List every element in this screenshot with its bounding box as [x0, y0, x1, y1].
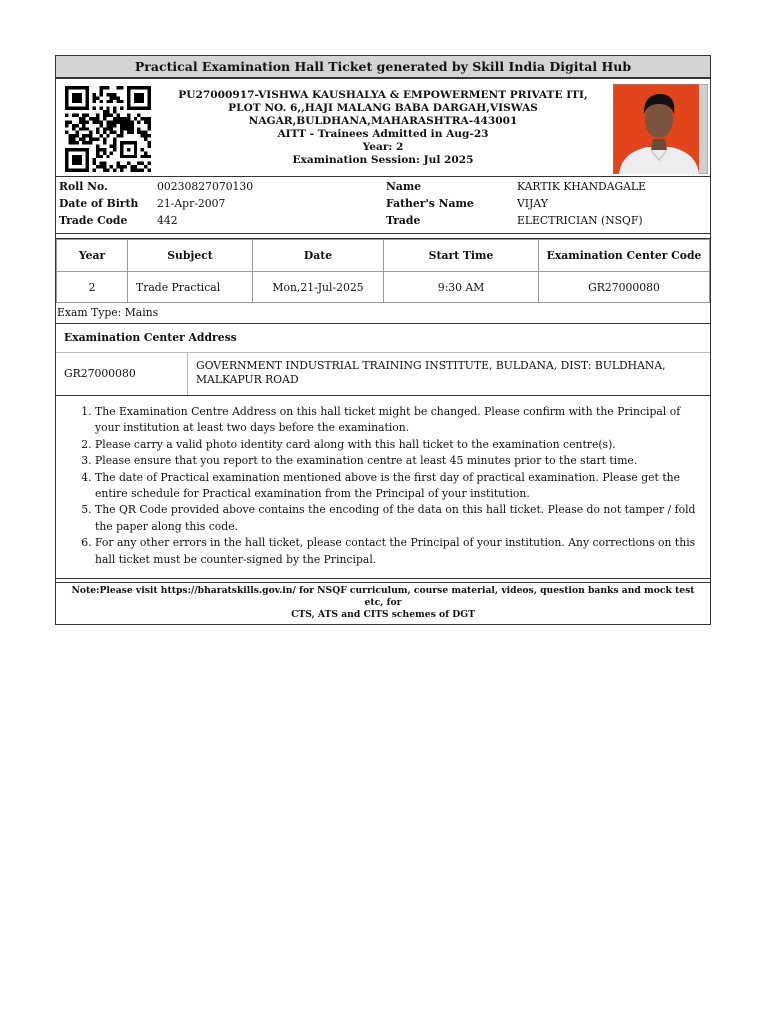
- institute-line: NAGAR,BULDHANA,MAHARASHTRA-443001: [248, 115, 518, 127]
- admission-batch: AITT - Trainees Admitted in Aug-23: [277, 128, 489, 140]
- address-line: MALKAPUR ROAD: [196, 372, 299, 386]
- exam-schedule-table: [56, 239, 710, 303]
- institute-line: PU27000917-VISHWA KAUSHALYA & EMPOWERMENT PRIVATE ITI,: [178, 89, 588, 101]
- dob-value: 21-Apr-2007: [157, 197, 226, 210]
- column-header-year: Year: [57, 240, 128, 272]
- institute-line: PLOT NO. 6,,HAJI MALANG BABA DARGAH,VISWAS: [228, 102, 538, 114]
- address-line: GOVERNMENT INDUSTRIAL TRAINING INSTITUTE, BULDANA, DIST: BULDHANA,: [196, 359, 666, 372]
- column-header-start-time: Start Time: [384, 240, 539, 272]
- roll-label: Roll No.: [59, 180, 108, 193]
- column-header-date: Date: [253, 240, 384, 272]
- instruction-item: 4. The date of Practical examination mentioned above is the first day of practical examination. Please get the entire schedule for Practical examination from the Principal of your institution.: [95, 470, 700, 503]
- instruction-item: 3. Please ensure that you report to the examination centre at least 45 minutes prior to the start time.: [95, 453, 700, 469]
- center-address: [196, 359, 680, 386]
- instructions: [56, 396, 710, 579]
- column-header-center-code: Examination Center Code: [539, 240, 710, 272]
- divider: [187, 353, 188, 395]
- exam-year: Year: 2: [362, 141, 404, 153]
- cell-date: Mon,21-Jul-2025: [253, 272, 384, 303]
- cell-year: 2: [57, 272, 128, 303]
- instruction-list: [56, 404, 700, 568]
- note: [56, 582, 710, 624]
- column-header-subject: Subject: [128, 240, 253, 272]
- institute-block: [166, 89, 600, 167]
- father-name-label: Father's Name: [386, 197, 474, 210]
- father-name-value: VIJAY: [517, 197, 548, 210]
- candidate-photo: [613, 84, 708, 174]
- name-label: Name: [386, 180, 422, 193]
- table-header-row: [57, 240, 710, 272]
- trade-value: ELECTRICIAN (NSQF): [517, 214, 643, 227]
- note-line: CTS, ATS and CITS schemes of DGT: [291, 609, 475, 621]
- cell-subject: Trade Practical: [128, 272, 253, 303]
- trade-code-label: Trade Code: [59, 214, 128, 227]
- ticket-title: Practical Examination Hall Ticket generated by Skill India Digital Hub: [56, 56, 710, 79]
- dob-label: Date of Birth: [59, 197, 139, 210]
- roll-value: 00230827070130: [157, 180, 254, 193]
- instruction-item: 5. The QR Code provided above contains the encoding of the data on this hall ticket. Please do not tamper / fold the paper along this code.: [95, 502, 700, 535]
- candidate-details: [56, 177, 710, 234]
- instruction-item: 1. The Examination Centre Address on this hall ticket might be changed. Please confirm with the Principal of your institution at least two days before the examination.: [95, 404, 700, 437]
- ticket-header: [56, 79, 710, 177]
- cell-start-time: 9:30 AM: [384, 272, 539, 303]
- cell-center-code: GR27000080: [539, 272, 710, 303]
- qr-code-icon: [63, 86, 153, 172]
- hall-ticket: [55, 55, 711, 625]
- name-value: KARTIK KHANDAGALE: [517, 180, 646, 193]
- instruction-item: 6. For any other errors in the hall ticket, please contact the Principal of your institution. Any corrections on this hall ticket must be counter-signed by the Principal.: [95, 535, 700, 568]
- center-address-heading: Examination Center Address: [56, 324, 710, 353]
- center-address-row: [56, 353, 710, 396]
- table-row: [57, 272, 710, 303]
- trade-code-value: 442: [157, 214, 178, 227]
- instruction-item: 2. Please carry a valid photo identity card along with this hall ticket to the examination centre(s).: [95, 437, 700, 453]
- exam-type: Exam Type: Mains: [56, 303, 710, 324]
- exam-session: Examination Session: Jul 2025: [292, 154, 474, 166]
- trade-label: Trade: [386, 214, 421, 227]
- center-code: GR27000080: [64, 367, 136, 380]
- note-line: Note:Please visit https://bharatskills.gov.in/ for NSQF curriculum, course material, videos, question banks and mock test etc, for: [71, 585, 695, 609]
